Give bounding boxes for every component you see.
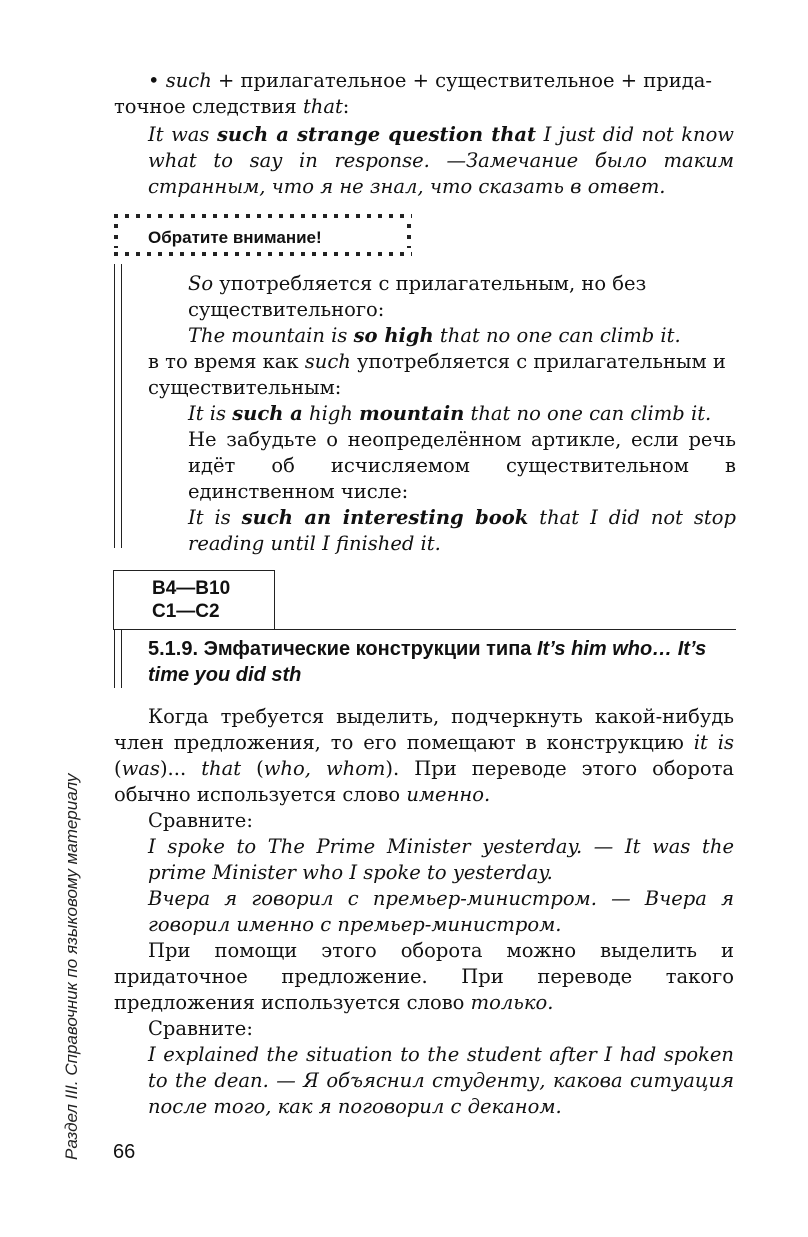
keyword: who, whom: [263, 757, 386, 780]
body-paragraph: [114, 938, 734, 1016]
rule-text: точное следствия: [114, 95, 303, 118]
keyword: только.: [470, 991, 554, 1014]
notice-title: Обратите внимание!: [148, 228, 322, 247]
notice-side-bar: [114, 264, 122, 548]
paragraph-text: употребляется с прилагательным, но без существительного:: [188, 272, 647, 321]
example-highlight: so high: [353, 324, 434, 347]
keyword: So: [188, 272, 214, 295]
compare-label: Сравните:: [148, 809, 253, 832]
notice-example: [148, 323, 736, 349]
paragraph-text: (: [114, 757, 122, 780]
rule-such-that: [114, 68, 735, 200]
section-side-bar: [114, 630, 122, 688]
paragraph-text: употребляется с прилагательным и существительным:: [148, 350, 726, 399]
example-text: The mountain is: [188, 324, 354, 347]
rule-line: [148, 68, 734, 94]
example-text: that no one can climb it.: [433, 324, 681, 347]
section-rule: [122, 629, 736, 630]
example-such-that: [148, 122, 734, 200]
paragraph-text: Когда требуется выделить, подчеркнуть какой-нибудь член предложения, то его помещают в конструкцию: [114, 705, 734, 754]
compare-label: Сравните:: [148, 1017, 253, 1040]
example-text: I just did not know what to say in response. —Замечание было таким странным, что я не знал, что сказать в ответ.: [148, 123, 735, 198]
section-body: [114, 704, 735, 1120]
bullet: •: [148, 69, 160, 92]
rule-keyword: that: [302, 95, 343, 118]
rule-text: + прилагательное + существительное + прида-: [211, 69, 712, 92]
notice-example: [148, 505, 736, 557]
paragraph-text: При помощи этого оборота можно выделить и придаточное предложение. При переводе такого предложения используется слово: [114, 939, 734, 1014]
example-highlight: such an interesting book: [241, 506, 529, 529]
example: I explained the situation to the student after I had spoken to the dean. — Я объяснил студенту, какова ситуация после того, как я поговорил с деканом.: [148, 1043, 734, 1118]
notice-paragraph: Не забудьте о неопределённом артикле, если речь идёт об исчисляемом существительном в единственном числе:: [188, 428, 736, 503]
keyword: it is: [693, 731, 735, 754]
paragraph-text: (: [241, 757, 264, 780]
keyword: именно.: [406, 783, 491, 806]
section-title-italic: It’s him who… It’s time you did sth: [148, 638, 707, 686]
paragraph-text: )...: [159, 757, 202, 780]
exam-code-line: C1—C2: [152, 601, 220, 622]
example-highlight: such a strange question that: [216, 123, 537, 146]
body-paragraph: [114, 704, 734, 808]
example-text: It was: [148, 123, 217, 146]
rule-continuation: [114, 94, 734, 120]
section-title: [148, 636, 738, 688]
example: I spoke to The Prime Minister yesterday. — It was the prime Minister who I spoke to yesterday.: [148, 835, 734, 884]
notice-body: [148, 271, 736, 557]
example-translation: Вчера я говорил с премьер-министром. — Вчера я говорил именно с премьер-министром.: [148, 887, 734, 936]
notice-example: [148, 401, 736, 427]
example-text: high: [302, 402, 360, 425]
rule-text: :: [342, 95, 350, 118]
side-running-title: Раздел III. Справочник по языковому материалу: [62, 773, 81, 1160]
example-text: that I did not stop reading until I finished it.: [188, 506, 736, 555]
page-number: 66: [113, 1141, 136, 1163]
example-highlight: mountain: [359, 402, 465, 425]
keyword: that: [201, 757, 242, 780]
exam-codes-box: [113, 570, 275, 630]
example-text: that no one can climb it.: [464, 402, 712, 425]
example-highlight: such a: [232, 402, 303, 425]
notice-paragraph: [148, 349, 736, 401]
notice-paragraph: [148, 271, 736, 323]
example-text: It is: [188, 402, 233, 425]
paragraph-text: ). При переводе этого оборота обычно используется слово: [114, 757, 734, 806]
exam-code-line: B4—B10: [152, 578, 231, 599]
keyword: such: [304, 350, 351, 373]
rule-keyword: such: [165, 69, 212, 92]
paragraph-text: в то время как: [148, 350, 305, 373]
keyword: was: [121, 757, 160, 780]
example-text: It is: [188, 506, 242, 529]
section-title-text: 5.1.9. Эмфатические конструкции типа: [148, 638, 537, 660]
